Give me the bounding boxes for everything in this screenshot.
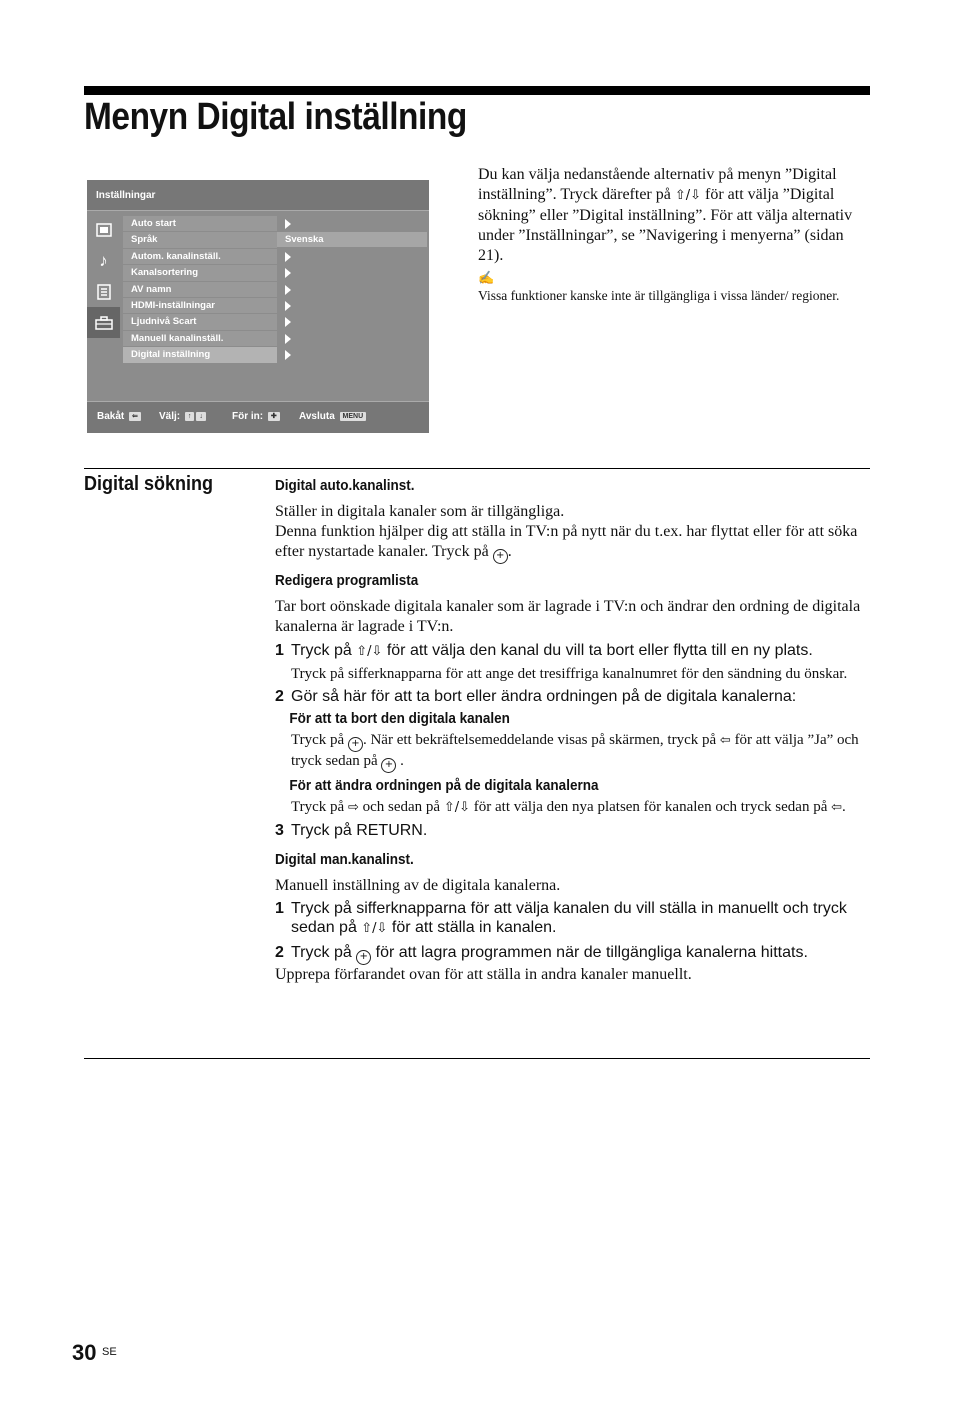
triangle-right-icon xyxy=(285,334,291,344)
left-arrow-icon: ⇦ xyxy=(831,800,843,815)
tv-menu-item-label: Ljudnivå Scart xyxy=(131,316,197,328)
footer-enter-label: För in: xyxy=(232,411,264,422)
enter-circle-icon: + xyxy=(356,950,371,965)
manual-desc: Manuell inställning av de digitala kanalerna. xyxy=(275,876,561,894)
tv-menu-item-label: Autom. kanalinställ. xyxy=(131,250,221,262)
section-label: Digital sökning xyxy=(84,473,214,495)
enter-circle-icon: + xyxy=(381,758,396,773)
edit-step-2 xyxy=(275,687,870,707)
tv-menu-item-label: Auto start xyxy=(131,218,176,229)
reorder-text-c: för att välja den nya platsen för kanalen och tryck sedan på xyxy=(470,799,832,815)
section-bottom-rule xyxy=(84,1058,870,1059)
footer-select-label: Välj: xyxy=(159,411,181,422)
tv-menu-item xyxy=(123,331,277,346)
note-text: Vissa funktioner kanske inte är tillgängliga i vissa länder/ regioner. xyxy=(478,288,840,303)
tv-menu-item xyxy=(123,282,277,297)
manual-step2-text-b: för att lagra programmen när de tillgängliga kanalerna hittats. xyxy=(371,943,808,961)
tv-menu-item-label: AV namn xyxy=(131,283,172,295)
tv-menu-item-label: Kanalsortering xyxy=(131,267,199,279)
tv-menu-value: Svenska xyxy=(277,232,427,247)
tv-menu-item-label: Digital inställning xyxy=(131,349,211,361)
reorder-text-a: Tryck på xyxy=(291,799,348,815)
tv-menu-item-label: Manuell kanalinställ. xyxy=(131,332,224,344)
tv-menu-item xyxy=(123,314,277,329)
tv-menu-item-selected xyxy=(123,347,277,362)
menu-key-icon: MENU xyxy=(340,412,367,421)
footer-back xyxy=(97,411,141,422)
manual-step-1 xyxy=(275,899,870,939)
triangle-right-icon xyxy=(285,252,291,262)
triangle-right-icon xyxy=(285,285,291,295)
back-arrow-icon: ⇐ xyxy=(129,412,141,421)
footer-exit-label: Avsluta xyxy=(299,411,335,422)
tv-menu-screenshot xyxy=(87,180,429,432)
remove-heading: För att ta bort den digitala kanalen xyxy=(289,710,510,727)
auto-line2: Denna funktion hjälper dig att ställa in TV:n på nytt när du t.ex. har flyttat eller för att söka efter nystartade kanaler. Tryck på + . xyxy=(275,522,870,564)
edit-step2-text: Gör så här för att ta bort eller ändra ordningen på de digitala kanalerna: xyxy=(291,687,797,705)
intro-text xyxy=(478,165,870,266)
manual-step1-text-b: för att ställa in kanalen. xyxy=(387,919,557,936)
section-content xyxy=(275,477,870,985)
remove-text-a: Tryck på xyxy=(291,732,348,748)
footer-select xyxy=(159,411,206,422)
tv-menu-list xyxy=(123,216,277,364)
manual-repeat: Upprepa förfarandet ovan för att ställa in andra kanaler manuellt. xyxy=(275,965,692,983)
tv-menu-header-label: Inställningar xyxy=(96,190,156,201)
page-title: Menyn Digital inställning xyxy=(84,96,467,138)
up-down-arrow-icon: ⇧/⇩ xyxy=(361,921,388,936)
edit-desc: Tar bort oönskade digitala kanaler som är lagrade i TV:n och ändrar den ordning de digitala kanalerna är lagrade i TV:n. xyxy=(275,598,861,635)
remove-text: Tryck på + . När ett bekräftelsemeddelande visas på skärmen, tryck på ⇦ för att välja ”Ja” och tryck sedan på + . xyxy=(275,731,870,773)
tv-menu-item xyxy=(123,216,277,231)
up-down-arrow-icon: ⇧/⇩ xyxy=(356,644,383,659)
edit-step-1 xyxy=(275,641,870,662)
auto-line2-text: Denna funktion hjälper dig att ställa in TV:n på nytt när du t.ex. har flyttat eller för att söka efter nystartade kanaler. Tryck på xyxy=(275,523,858,560)
step-number: 1 xyxy=(275,642,284,659)
step-number: 1 xyxy=(275,899,284,917)
tv-menu-header xyxy=(87,180,429,211)
auto-heading: Digital auto.kanalinst. xyxy=(275,477,415,494)
remove-text-c: för att välja ”Ja” och tryck sedan på xyxy=(291,732,859,769)
step-number: 3 xyxy=(275,822,284,839)
edit-step1-text-b: för att välja den kanal du vill ta bort eller flytta till en ny plats. xyxy=(382,642,813,659)
note-pencil-icon: ✍ xyxy=(478,270,495,285)
triangle-right-icon xyxy=(285,219,291,229)
enter-circle-icon: + xyxy=(493,549,508,564)
footer-exit xyxy=(299,411,366,422)
down-arrow-icon: ↓ xyxy=(196,412,206,421)
intro-text-part1: Du kan välja nedanstående alternativ på menyn ”Digital inställning”. Tryck därefter på xyxy=(478,166,837,203)
tv-menu-footer xyxy=(87,401,429,433)
footer-back-label: Bakåt xyxy=(97,411,125,422)
step-number: 2 xyxy=(275,943,284,961)
manual-step1-text-a: Tryck på sifferknapparna för att välja kanalen du vill ställa in manuellt och tryck sedan på xyxy=(291,899,847,936)
triangle-right-icon xyxy=(285,317,291,327)
tv-menu-item-label: HDMI-inställningar xyxy=(131,299,215,311)
tv-menu-item-label: Språk xyxy=(131,234,158,246)
page-number: 30 xyxy=(72,1340,97,1365)
edit-step-3 xyxy=(275,821,870,841)
section-top-rule xyxy=(84,468,870,469)
features-icon xyxy=(87,276,120,307)
reorder-text-b: och sedan på xyxy=(358,799,444,815)
reorder-text: Tryck på ⇨ och sedan på ⇧/⇩ för att välja den nya platsen för kanalen och tryck sedan på ⇦. xyxy=(291,799,846,815)
remove-text-b: . När ett bekräftelsemeddelande visas på skärmen, tryck på xyxy=(362,732,720,748)
sound-icon: ♪ xyxy=(99,250,108,270)
tv-menu-item xyxy=(123,249,277,264)
tv-menu-item xyxy=(123,298,277,313)
auto-line1: Ställer in digitala kanaler som är tillgängliga. xyxy=(275,503,565,520)
enter-icon: ✚ xyxy=(268,412,280,421)
tv-menu-icons xyxy=(87,214,120,338)
intro-text-part2: för att välja ”Digital sökning” eller ”Digital inställning”. För att välja alternativ under ”Inställningar”, se ”Navigering i menyerna” (sidan 21). xyxy=(478,186,853,264)
up-arrow-icon: ↑ xyxy=(185,412,195,421)
picture-icon xyxy=(87,214,120,245)
page-suffix: SE xyxy=(102,1346,117,1358)
tv-menu-item xyxy=(123,232,277,247)
manual-step2-text-a: Tryck på xyxy=(291,943,357,961)
up-down-arrow-icon: ⇧/⇩ xyxy=(674,188,702,203)
left-arrow-icon: ⇦ xyxy=(719,733,731,748)
enter-circle-icon: + xyxy=(348,737,363,752)
edit-step1-text-a: Tryck på xyxy=(291,642,357,659)
edit-step3-text: Tryck på RETURN. xyxy=(291,822,428,839)
triangle-right-icon xyxy=(285,301,291,311)
triangle-right-icon xyxy=(285,350,291,360)
triangle-right-icon xyxy=(285,268,291,278)
edit-step1-note: Tryck på sifferknapparna för att ange det tresiffriga kanalnumret för den sändning du önskar. xyxy=(291,665,848,682)
manual-step-2 xyxy=(275,943,870,965)
title-rule xyxy=(84,86,870,95)
up-down-arrow-icon: ⇧/⇩ xyxy=(443,800,470,815)
right-arrow-icon: ⇨ xyxy=(347,800,359,815)
reorder-heading: För att ändra ordningen på de digitala kanalerna xyxy=(289,777,599,794)
edit-heading: Redigera programlista xyxy=(275,572,419,589)
settings-icon xyxy=(87,307,120,338)
step-number: 2 xyxy=(275,687,284,705)
manual-heading: Digital man.kanalinst. xyxy=(275,850,414,868)
footer-enter xyxy=(232,411,280,422)
tv-menu-item xyxy=(123,265,277,280)
